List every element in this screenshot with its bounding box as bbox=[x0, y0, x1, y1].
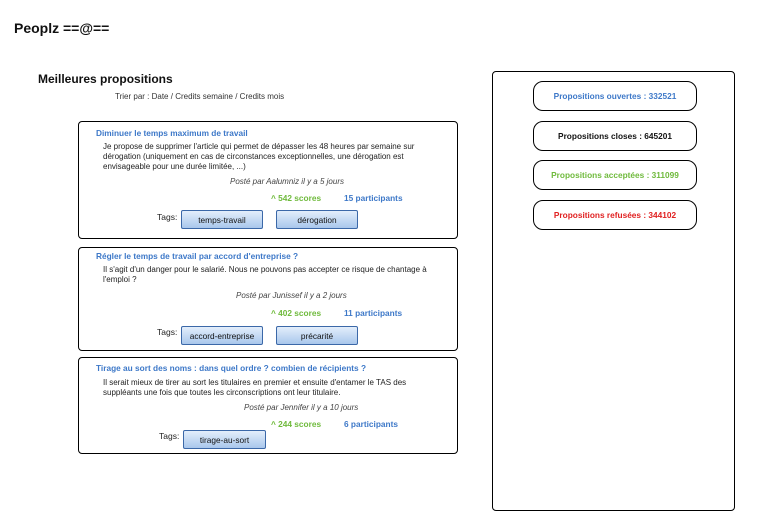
sort-prefix: Trier par : bbox=[115, 92, 152, 101]
section-title: Meilleures propositions bbox=[38, 72, 173, 86]
proposal-scores[interactable]: ^ 402 scores bbox=[271, 308, 322, 318]
tags-label: Tags: bbox=[159, 431, 180, 441]
proposal-card bbox=[78, 357, 458, 454]
proposal-body: Il serait mieux de tirer au sort les titulaires en premier et ensuite d'entamer le TAS des suppléants une fois que toutes les circonscriptions ont leur titulaire. bbox=[103, 378, 407, 397]
proposal-title-link[interactable]: Diminuer le temps maximum de travail bbox=[96, 128, 248, 138]
proposal-scores[interactable]: ^ 542 scores bbox=[271, 193, 322, 203]
proposal-participants: 15 participants bbox=[344, 193, 403, 203]
proposal-author: Posté par Jennifer il y a 10 jours bbox=[244, 403, 359, 412]
proposal-participants: 6 participants bbox=[344, 419, 398, 429]
tag-button[interactable]: accord-entreprise bbox=[181, 326, 263, 345]
proposal-scores[interactable]: ^ 244 scores bbox=[271, 419, 322, 429]
stat-open-proposals[interactable]: Propositions ouvertes : 332521 bbox=[533, 81, 697, 111]
sort-by-credits-month-link[interactable]: Credits mois bbox=[239, 92, 285, 101]
stat-closed-proposals[interactable]: Propositions closes : 645201 bbox=[533, 121, 697, 151]
proposal-card bbox=[78, 121, 458, 239]
tags-label: Tags: bbox=[157, 327, 178, 337]
tag-button[interactable]: tirage-au-sort bbox=[183, 430, 266, 449]
proposal-author: Posté par Aalumniz il y a 5 jours bbox=[230, 177, 344, 186]
proposal-card bbox=[78, 247, 458, 351]
proposal-title-link[interactable]: Régler le temps de travail par accord d'entreprise ? bbox=[96, 251, 299, 261]
tag-button[interactable]: temps-travail bbox=[181, 210, 263, 229]
stats-panel bbox=[492, 71, 735, 511]
proposal-body: Je propose de supprimer l'article qui permet de dépasser les 48 heures par semaine sur dérogation (uniquement en cas de circonstances exceptionnelles, une dérogation est envisageable pour une durée limitée, ...) bbox=[103, 142, 415, 171]
tag-button[interactable]: précarité bbox=[276, 326, 358, 345]
sort-separator: / bbox=[168, 92, 176, 101]
stat-accepted-proposals[interactable]: Propositions acceptées : 311099 bbox=[533, 160, 697, 190]
sort-by-credits-week-link[interactable]: Credits semaine bbox=[175, 92, 233, 101]
proposal-body: Il s'agit d'un danger pour le salarié. Nous ne pouvons pas accepter ce risque de chantage à l'emploi ? bbox=[103, 265, 427, 284]
proposal-participants: 11 participants bbox=[344, 308, 403, 318]
proposal-author: Posté par Junissef il y a 2 jours bbox=[236, 291, 347, 300]
stat-refused-proposals[interactable]: Propositions refusées : 344102 bbox=[533, 200, 697, 230]
app-title: Peoplz ==@== bbox=[14, 20, 110, 36]
tags-label: Tags: bbox=[157, 212, 178, 222]
proposal-title-link[interactable]: Tirage au sort des noms : dans quel ordre ? combien de récipients ? bbox=[96, 363, 367, 373]
sort-separator: / bbox=[233, 92, 240, 101]
sort-by-date-link[interactable]: Date bbox=[151, 92, 169, 101]
tag-button[interactable]: dérogation bbox=[276, 210, 358, 229]
sort-bar bbox=[115, 92, 284, 101]
